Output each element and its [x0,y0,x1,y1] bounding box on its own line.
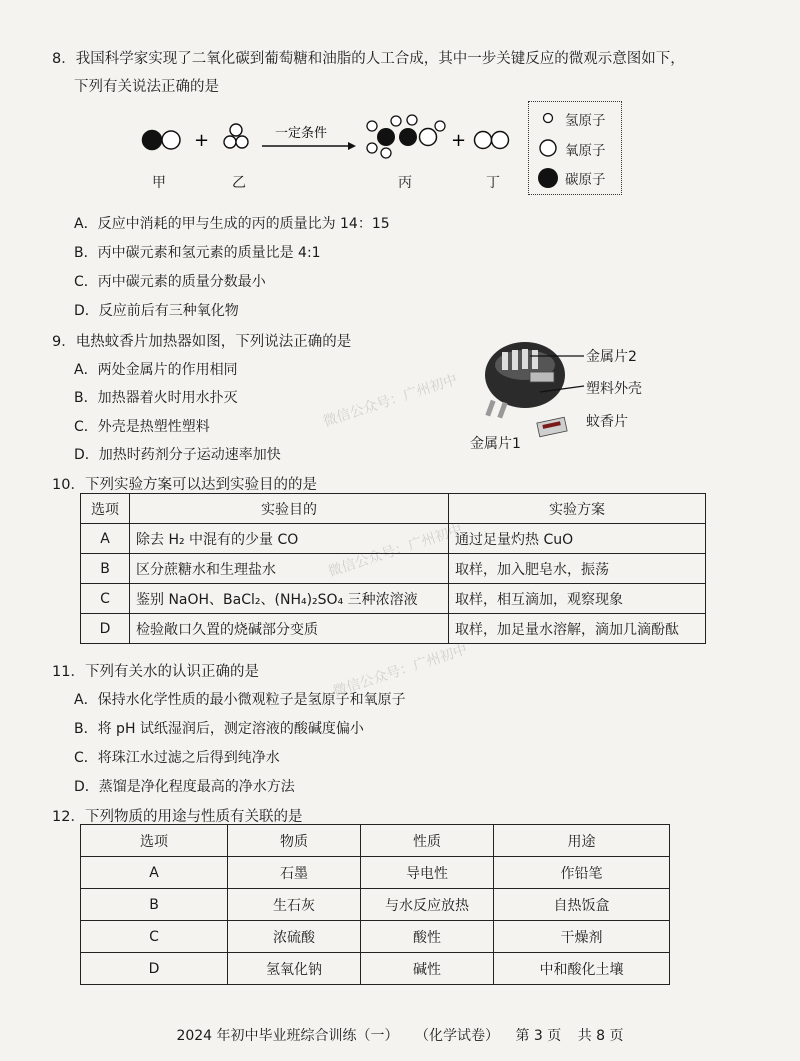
filled-circle-icon [538,168,558,188]
q10-stem: 10．下列实验方案可以达到实验目的的是 [52,477,317,493]
watermark: 微信公众号：广州初中 [321,371,460,431]
page-footer [0,1025,800,1045]
table-cell: 氢氧化钠 [228,953,361,985]
watermark: 微信公众号：广州初中 [326,521,465,581]
table-cell: 取样，加足量水溶解，滴加几滴酚酞 [449,614,706,644]
molecule-ding [475,132,509,149]
table-row [81,857,670,889]
table-cell: 浓硫酸 [228,921,361,953]
q8-stem-line1: 8．我国科学家实现了二氧化碳到葡萄糖和油脂的人工合成，其中一步关键反应的微观示意图如下， [52,51,685,67]
table-cell: 石墨 [228,857,361,889]
table-cell: 碱性 [361,953,494,985]
footer-page: 第 3 页 [515,1028,562,1044]
q11-option-d: D．蒸馏是净化程度最高的净水方法 [74,779,295,795]
footer-subject: （化学试卷） [415,1028,499,1044]
molecule-jia [143,131,181,150]
label-yi: 乙 [232,175,246,191]
table-cell: D [81,614,130,644]
q11-stem: 11．下列有关水的认识正确的是 [52,664,259,680]
plus-sign-2: + [451,130,467,151]
table-cell: 取样，相互滴加，观察现象 [449,584,706,614]
q12-table [80,824,670,985]
table-cell: 酸性 [361,921,494,953]
table-cell: A [81,857,228,889]
q9-stem: 9．电热蚊香片加热器如图，下列说法正确的是 [52,334,352,350]
q11-option-a: A．保持水化学性质的最小微观粒子是氢原子和氧原子 [74,692,406,708]
small-open-circle-icon [544,114,553,123]
footer-title: 2024 年初中毕业班综合训练（一） [176,1028,399,1044]
q9-option-b: B．加热器着火时用水扑灭 [74,390,238,406]
table-cell: A [81,524,130,554]
large-open-circle-icon [540,140,556,156]
reaction-diagram [0,0,800,200]
table-cell: 取样，加入肥皂水，振荡 [449,554,706,584]
table-cell: B [81,554,130,584]
table-cell: 作铅笔 [494,857,670,889]
q8-stem-line2: 下列有关说法正确的是 [74,79,219,95]
header-cell: 性质 [361,825,494,857]
q10-table [80,493,706,644]
table-cell: 导电性 [361,857,494,889]
table-row [81,889,670,921]
table-row [81,584,706,614]
molecule-yi [224,124,248,148]
table-cell: 通过足量灼热 CuO [449,524,706,554]
plus-sign: + [194,130,210,151]
table-row [81,953,670,985]
header-cell: 物质 [228,825,361,857]
footer-total: 共 8 页 [577,1028,624,1044]
table-cell: C [81,584,130,614]
table-cell: 鉴别 NaOH、BaCl₂、(NH₄)₂SO₄ 三种浓溶液 [130,584,449,614]
table-cell: B [81,889,228,921]
table-cell: 自热饭盒 [494,889,670,921]
table-row [81,921,670,953]
table-cell: C [81,921,228,953]
molecule-bing [367,115,445,158]
q9-option-a: A．两处金属片的作用相同 [74,362,238,378]
atom-legend [528,101,622,195]
table-header-row [81,825,670,857]
watermark: 微信公众号：广州初中 [331,641,470,701]
q8-option-b: B．丙中碳元素和氢元素的质量比是 4:1 [74,245,321,261]
table-cell: 除去 H₂ 中混有的少量 CO [130,524,449,554]
header-cell: 用途 [494,825,670,857]
label-ding: 丁 [486,175,500,191]
legend-c: 碳原子 [565,172,606,188]
label-mosquito: 蚊香片 [586,414,628,430]
q11-option-b: B．将 pH 试纸湿润后，测定溶液的酸碱度偏小 [74,721,364,737]
table-cell: 区分蔗糖水和生理盐水 [130,554,449,584]
header-cell: 选项 [81,825,228,857]
table-cell: 生石灰 [228,889,361,921]
header-cell: 实验目的 [130,494,449,524]
label-jia: 甲 [152,175,166,191]
label-bing: 丙 [398,175,412,191]
legend-h: 氢原子 [565,113,606,129]
arrow-label: 一定条件 [275,126,328,141]
label-metal2: 金属片2 [586,349,637,365]
q12-stem: 12．下列物质的用途与性质有关联的是 [52,809,303,825]
table-cell: 干燥剂 [494,921,670,953]
table-cell: 检验敞口久置的烧碱部分变质 [130,614,449,644]
label-shell: 塑料外壳 [586,381,642,397]
q9-option-d: D．加热时药剂分子运动速率加快 [74,447,281,463]
table-cell: 中和酸化土壤 [494,953,670,985]
table-cell: 与水反应放热 [361,889,494,921]
q9-option-c: C．外壳是热塑性塑料 [74,419,210,435]
label-metal1: 金属片1 [470,436,521,452]
q8-option-d: D．反应前后有三种氧化物 [74,303,239,319]
q11-option-c: C．将珠江水过滤之后得到纯净水 [74,750,280,766]
table-row [81,614,706,644]
legend-o: 氧原子 [565,143,606,159]
table-cell: D [81,953,228,985]
header-cell: 选项 [81,494,130,524]
table-header-row [81,494,706,524]
q8-option-c: C．丙中碳元素的质量分数最小 [74,274,266,290]
q8-option-a: A．反应中消耗的甲与生成的丙的质量比为 14：15 [74,216,390,232]
header-cell: 实验方案 [449,494,706,524]
